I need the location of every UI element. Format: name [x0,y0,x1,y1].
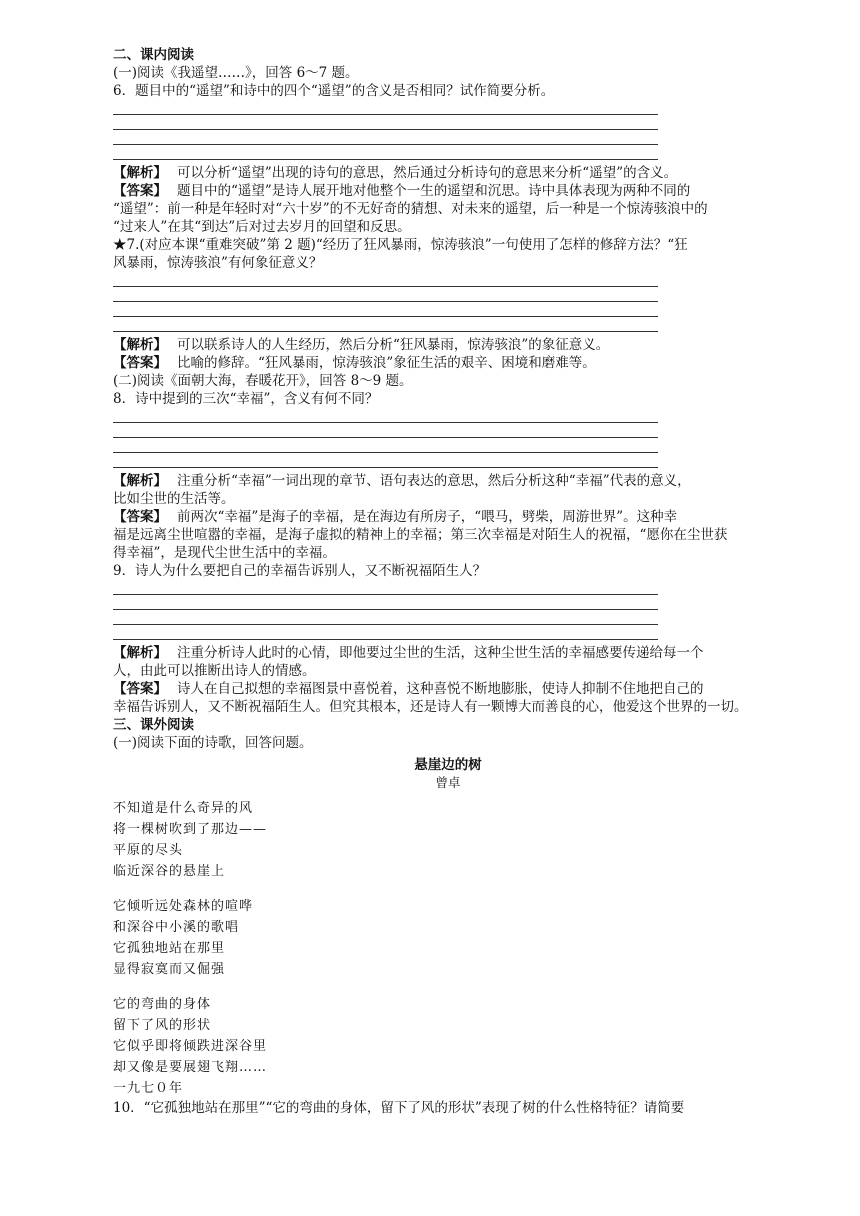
analysis-text: 注重分析“幸福”一词出现的章节、语句表达的意思，然后分析这种“幸福”代表的意义， [177,473,691,489]
answer-text: 幸福告诉别人，又不断祝福陌生人。但究其根本，还是诗人有一颗博大而善良的心，他爱这个世界的一切。 [113,699,748,715]
section-heading-in-class-reading: 二、课内阅读 [113,47,194,63]
analysis-text: 可以分析“遥望”出现的诗句的意思，然后通过分析诗句的意思来分析“遥望”的含义。 [177,165,678,181]
question-7: ★7.(对应本课“重难突破”第 2 题)“经历了狂风暴雨，惊涛骇浪”一句使用了怎样的修辞方法？“狂 [113,237,688,253]
analysis-text: 可以联系诗人的人生经历，然后分析“狂风暴雨，惊涛骇浪”的象征意义。 [177,337,610,353]
poem-line: 将一棵树吹到了那边—— [113,822,268,837]
answer-label: 【答案】 [113,183,167,199]
answer-line [113,130,658,145]
answer-lines-q8 [113,408,783,468]
answer-text: 比喻的修辞。“狂风暴雨，惊涛骇浪”象征生活的艰辛、困境和磨难等。 [177,355,596,371]
q8-analysis [113,472,783,508]
part2-intro: (二)阅读《面朝大海，春暖花开》，回答 8～9 题。 [113,373,413,389]
q6-answer [113,182,783,236]
answer-text: “遥望”：前一种是年轻时对“六十岁”的不无好奇的猜想、对未来的遥望，后一种是一个惊涛骇浪中的 [113,201,708,217]
question-9: 9．诗人为什么要把自己的幸福告诉别人，又不断祝福陌生人？ [113,563,487,579]
poem-line: 和深谷中小溪的歌唱 [113,920,240,935]
question-7-cont: 风暴雨，惊涛骇浪”有何象征意义？ [113,255,323,271]
answer-line [113,610,658,625]
answer-line [113,438,658,453]
poem-line: 显得寂寞而又倔强 [113,962,226,977]
answer-line [113,317,658,332]
poem-stanza-2 [113,896,783,980]
answer-line [113,408,658,423]
part1-intro: (一)阅读《我遥望……》，回答 6～7 题。 [113,65,359,81]
analysis-label: 【解析】 [113,337,167,353]
answer-text: 前两次“幸福”是海子的幸福，是在海边有所房子，“喂马，劈柴，周游世界”。这种幸 [177,509,678,525]
answer-line [113,115,658,130]
analysis-text: 人，由此可以推断出诗人的情感。 [113,663,316,679]
answer-line [113,423,658,438]
answer-lines-q6 [113,100,783,160]
poem-author: 曾卓 [435,775,461,790]
answer-text: 题目中的“遥望”是诗人展开地对他整个一生的遥望和沉思。诗中具体表现为两种不同的 [177,183,691,199]
answer-line [113,287,658,302]
answer-lines-q7 [113,272,783,332]
answer-text: 福是远离尘世喧嚣的幸福，是海子虚拟的精神上的幸福；第三次幸福是对陌生人的祝福，“愿你在尘世获 [113,527,728,543]
answer-line [113,100,658,115]
poem-title: 悬崖边的树 [414,757,482,773]
question-10: 10．“它孤独地站在那里”“它的弯曲的身体，留下了风的形状”表现了树的什么性格特征？请简要 [113,1100,685,1116]
analysis-label: 【解析】 [113,645,167,661]
answer-text: 得幸福”，是现代尘世生活中的幸福。 [113,545,336,561]
answer-label: 【答案】 [113,681,167,697]
poem-stanza-1 [113,798,783,882]
q8-answer [113,508,783,562]
poem-line: 它似乎即将倾跌进深谷里 [113,1039,268,1054]
document-body [113,46,783,1117]
q9-answer [113,680,783,716]
answer-line [113,453,658,468]
poem-line: 它的弯曲的身体 [113,997,212,1012]
section-heading-extracurricular-reading: 三、课外阅读 [113,717,194,733]
answer-text: “过来人”在其“到达”后对过去岁月的回望和反思。 [113,219,411,235]
q9-analysis [113,644,783,680]
poem-line: 平原的尽头 [113,843,184,858]
analysis-text: 注重分析诗人此时的心情，即他要过尘世的生活，这种尘世生活的幸福感要传递给每一个 [177,645,704,661]
q6-analysis [113,164,783,182]
poem-stanza-3 [113,994,783,1078]
answer-line [113,625,658,640]
analysis-text: 比如尘世的生活等。 [113,491,235,507]
analysis-label: 【解析】 [113,473,167,489]
answer-text: 诗人在自己拟想的幸福图景中喜悦着，这种喜悦不断地膨胀，使诗人抑制不住地把自己的 [177,681,704,697]
question-8: 8．诗中提到的三次“幸福”，含义有何不同？ [113,391,379,407]
answer-line [113,595,658,610]
poem-line: 留下了风的形状 [113,1018,212,1033]
poem-line: 临近深谷的悬崖上 [113,864,226,879]
answer-line [113,145,658,160]
poem-line: 它孤独地站在那里 [113,941,226,956]
q7-answer [113,354,783,372]
answer-line [113,302,658,317]
answer-lines-q9 [113,580,783,640]
answer-line [113,580,658,595]
part3-intro: (一)阅读下面的诗歌，回答问题。 [113,735,313,751]
poem-date: 一九七０年 [113,1081,184,1096]
q7-analysis [113,336,783,354]
answer-label: 【答案】 [113,355,167,371]
poem-line: 却又像是要展翅飞翔…… [113,1060,268,1075]
answer-label: 【答案】 [113,509,167,525]
question-6: 6．题目中的“遥望”和诗中的四个“遥望”的含义是否相同？试作简要分析。 [113,83,555,99]
poem-line: 它倾听远处森林的喧哗 [113,899,254,914]
answer-line [113,272,658,287]
analysis-label: 【解析】 [113,165,167,181]
poem-line: 不知道是什么奇异的风 [113,801,254,816]
